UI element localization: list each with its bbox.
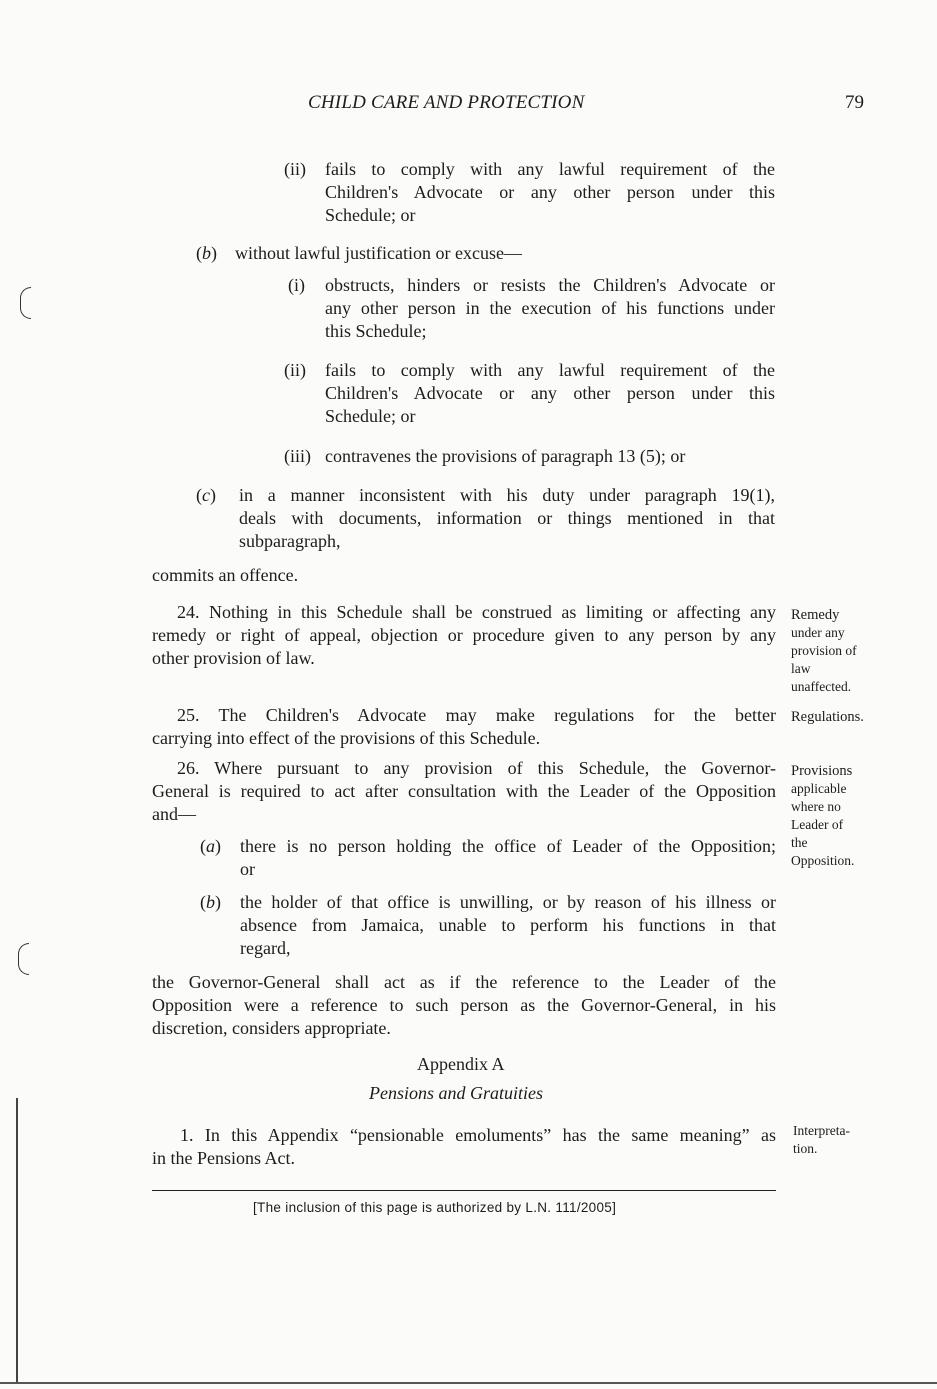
clause-a-ii-label: (ii) (284, 159, 306, 179)
para-26-line2: General is required to act after consultation with the Leader of the Opposition (152, 781, 776, 801)
margin-note-line: Remedy (791, 607, 840, 623)
para-26-b-label: (b) (200, 892, 221, 912)
para-25-line2: carrying into effect of the provisions of this Schedule. (152, 728, 541, 748)
running-title: CHILD CARE AND PROTECTION (308, 92, 585, 113)
para-26-tail-line1: the Governor-General shall act as if the reference to the Leader of the (152, 972, 776, 992)
para-24-line1: 24. Nothing in this Schedule shall be construed as limiting or affecting any (177, 602, 776, 622)
scan-artifact-bottom-line (0, 1382, 937, 1384)
scan-artifact-curve (18, 943, 29, 975)
margin-note-line: under any (791, 625, 845, 640)
clause-b-label: (b) (196, 243, 217, 263)
clause-c-label: (c) (196, 485, 216, 505)
clause-b-i-line1: obstructs, hinders or resists the Children's Advocate or (325, 275, 775, 295)
clause-c-line1: in a manner inconsistent with his duty under paragraph 19(1), (239, 485, 775, 505)
scan-artifact-curve (20, 287, 31, 319)
clause-c-line3: subparagraph, (239, 531, 341, 551)
margin-note-line: Regulations. (791, 709, 864, 725)
para-26-b-line3: regard, (240, 938, 291, 958)
para-24-line3: other provision of law. (152, 648, 315, 668)
para-26-a-line2: or (240, 859, 255, 879)
clause-b-i-line2: any other person in the execution of his functions under (325, 298, 775, 318)
para-26-line3: and— (152, 804, 196, 824)
appendix-para-1-line1: 1. In this Appendix “pensionable emoluments” has the same meaning” as (180, 1125, 776, 1145)
clause-b-i-line3: this Schedule; (325, 321, 427, 341)
margin-note-interpretation (793, 1122, 850, 1158)
clause-b-iii-label: (iii) (284, 446, 311, 466)
margin-note-line: Opposition. (791, 853, 855, 868)
scan-artifact-vertical-line (16, 1098, 18, 1383)
footer-authorization: [The inclusion of this page is authorized by L.N. 111/2005] (253, 1200, 617, 1215)
para-26-a-line1: there is no person holding the office of Leader of the Opposition; (240, 836, 776, 856)
margin-note-line: applicable (791, 781, 847, 796)
appendix-subtitle: Pensions and Gratuities (369, 1083, 543, 1103)
clause-b-ii-line2: Children's Advocate or any other person under this (325, 383, 775, 403)
clause-a-ii-line1: fails to comply with any lawful requirement of the (325, 159, 775, 179)
margin-note-line: Leader of (791, 817, 844, 832)
margin-note-line: tion. (793, 1141, 818, 1156)
clause-b-iii-text: contravenes the provisions of paragraph 13 (5); or (325, 446, 686, 466)
clause-c-line2: deals with documents, information or things mentioned in that (239, 508, 775, 528)
para-26-a-label: (a) (200, 836, 221, 856)
clause-b-i-label: (i) (288, 275, 305, 295)
margin-note-line: law (791, 661, 811, 676)
margin-note-line: Interpreta- (793, 1123, 850, 1138)
commits-offence: commits an offence. (152, 565, 299, 585)
clause-a-ii-line2: Children's Advocate or any other person under this (325, 182, 775, 202)
clause-b-ii-line1: fails to comply with any lawful requirement of the (325, 360, 775, 380)
clause-b-intro: without lawful justification or excuse— (235, 243, 522, 263)
para-26-tail-line2: Opposition were a reference to such person as the Governor-General, in his (152, 995, 776, 1015)
margin-note-line: the (791, 835, 808, 850)
page-number: 79 (845, 92, 864, 113)
para-26-b-line1: the holder of that office is unwilling, or by reason of his illness or (240, 892, 776, 912)
para-26-b-line2: absence from Jamaica, unable to perform his functions in that (240, 915, 776, 935)
appendix-title: Appendix A (417, 1054, 505, 1074)
margin-note-remedy (791, 606, 857, 696)
para-24-line2: remedy or right of appeal, objection or procedure given to any person by any (152, 625, 776, 645)
para-26-tail-line3: discretion, considers appropriate. (152, 1018, 391, 1038)
margin-note-provisions (791, 762, 854, 870)
clause-a-ii-line3: Schedule; or (325, 205, 416, 225)
margin-note-regulations (791, 708, 864, 726)
para-26-line1: 26. Where pursuant to any provision of this Schedule, the Governor- (177, 758, 776, 778)
clause-b-ii-line3: Schedule; or (325, 406, 416, 426)
margin-note-line: where no (791, 799, 841, 814)
clause-b-ii-label: (ii) (284, 360, 306, 380)
footer-rule (152, 1190, 776, 1191)
margin-note-line: unaffected. (791, 679, 852, 694)
appendix-para-1-line2: in the Pensions Act. (152, 1148, 295, 1168)
margin-note-line: provision of (791, 643, 857, 658)
margin-note-line: Provisions (791, 763, 853, 779)
para-25-line1: 25. The Children's Advocate may make regulations for the better (177, 705, 776, 725)
